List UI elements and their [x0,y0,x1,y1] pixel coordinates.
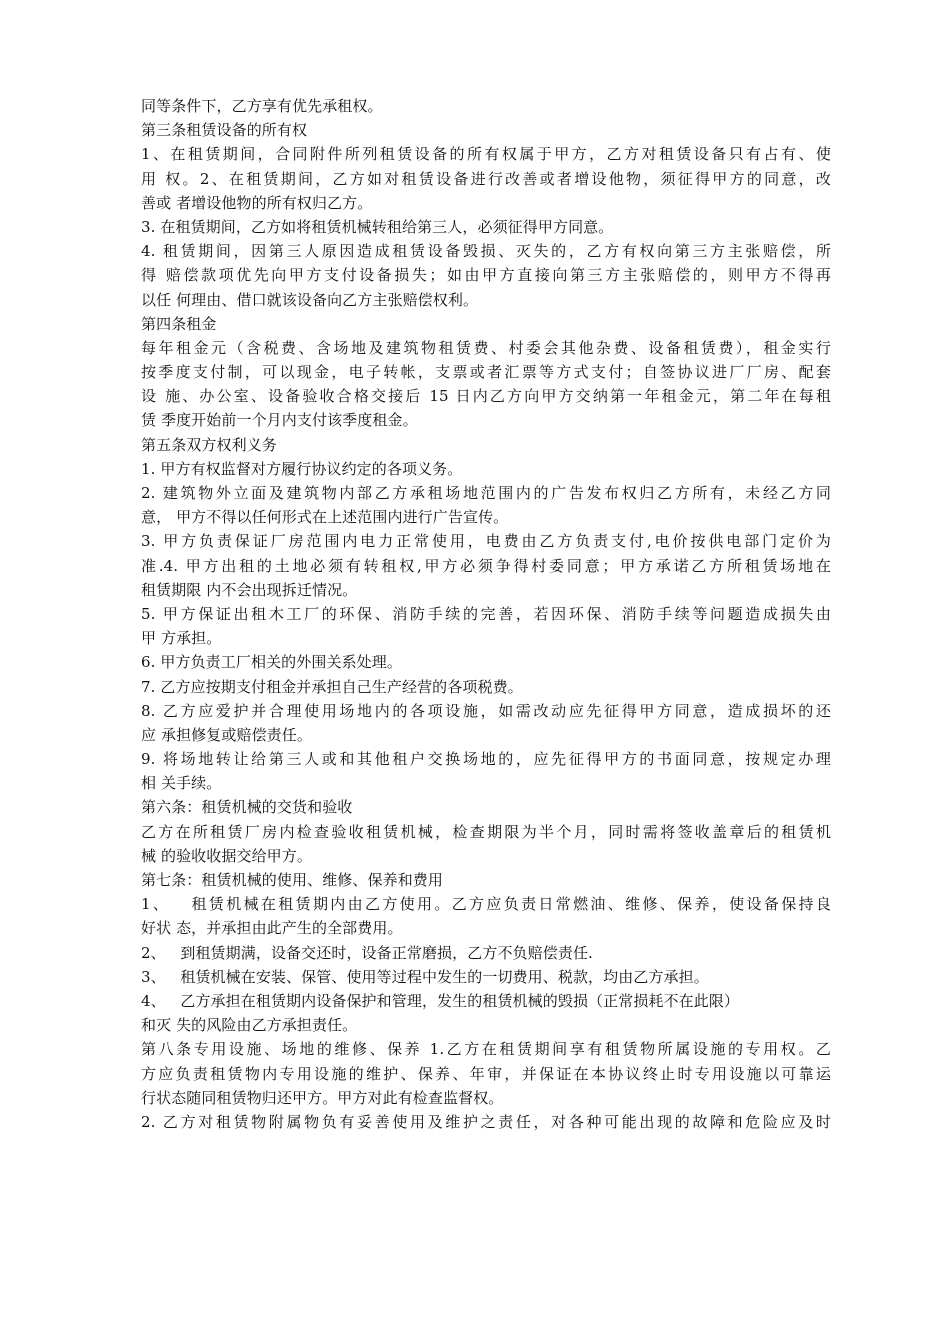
text-line: 好状 态，并承担由此产生的全部费用。 [141,919,403,938]
text-line: 第七条：租赁机械的使用、维修、保养和费用 [141,871,444,889]
text-line: 3、 租赁机械在安装、保管、使用等过程中发生的一切费用、税款，均由乙方承担。 [141,967,709,986]
text-line: 第五条双方权利义务 [141,435,277,454]
text-line: 乙方在所租赁厂房内检查验收租赁机械，检查期限为半个月，同时需将签收盖章后的租赁机 [141,822,831,841]
text-line: 应 承担修复或赔偿责任。 [141,725,312,744]
text-line: 方应负责租赁物内专用设施的维护、保养、年审，并保证在本协议终止时专用设施以可靠运 [141,1064,831,1083]
text-line: 行状态随同租赁物归还甲方。甲方对此有检查监督权。 [141,1088,504,1107]
text-line: 械 的验收收据交给甲方。 [141,846,312,865]
text-line: 相 关手续。 [141,774,222,793]
text-line: 6. 甲方负责工厂相关的外围关系处理。 [141,653,402,672]
text-line: 赁 季度开始前一个月内支付该季度租金。 [141,411,418,430]
text-line: 甲 方承担。 [141,629,222,648]
text-line: 租赁期限 内不会出现拆迁情况。 [141,580,358,599]
text-line: 善或 者增设他物的所有权归乙方。 [141,193,373,212]
text-line: 3. 在租赁期间，乙方如将租赁机械转租给第三人，必须征得甲方同意。 [141,217,614,236]
text-line: 第八条专用设施、场地的维修、保养 1.乙方在租赁期间享有租赁物所属设施的专用权。乙 [141,1040,831,1059]
text-line: 第三条租赁设备的所有权 [141,121,308,140]
text-line: 3. 甲方负责保证厂房范围内电力正常使用，电费由乙方负责支付,电价按供电部门定价为 [141,532,831,551]
text-line: 2. 乙方对租赁物附属物负有妥善使用及维护之责任，对各种可能出现的故障和危险应及时 [141,1112,831,1131]
text-line: 8. 乙方应爱护并合理使用场地内的各项设施，如需改动应先征得甲方同意，造成损坏的还 [141,701,831,720]
text-line: 以任 何理由、借口就该设备向乙方主张赔偿权利。 [141,290,479,309]
text-line: 每年租金元（含税费、含场地及建筑物租赁费、村委会其他杂费、设备租赁费），租金实行 [141,338,831,357]
text-line: 和灭 失的风险由乙方承担责任。 [141,1016,358,1035]
text-line: 4、 乙方承担在租赁期内设备保护和管理，发生的租赁机械的毁损（正常损耗不在此限） [141,991,740,1010]
text-line: 1. 甲方有权监督对方履行协议约定的各项义务。 [141,459,463,478]
text-line: 第六条：租赁机械的交货和验收 [141,798,353,817]
text-line: 2、 到租赁期满，设备交还时，设备正常磨损，乙方不负赔偿责任. [141,943,593,962]
text-line: 1、在租赁期间，合同附件所列租赁设备的所有权属于甲方，乙方对租赁设备只有占有、使 [141,145,831,164]
text-line: 意， 甲方不得以任何形式在上述范围内进行广告宣传。 [141,508,509,527]
text-line: 4. 租赁期间，因第三人原因造成租赁设备毁损、灭失的，乙方有权向第三方主张赔偿，所 [141,242,831,261]
text-line: 得 赔偿款项优先向甲方支付设备损失；如由甲方直接向第三方主张赔偿的，则甲方不得再 [141,266,831,285]
document-page [141,94,831,1134]
text-line: 5. 甲方保证出租木工厂的环保、消防手续的完善，若因环保、消防手续等问题造成损失由 [141,604,831,623]
text-line: 按季度支付制，可以现金，电子转帐，支票或者汇票等方式支付；自签协议进厂厂房、配套 [141,363,831,382]
text-line: 设 施、办公室、设备验收合格交接后 15 日内乙方向甲方交纳第一年租金元，第二年在每租 [141,387,831,406]
text-line: 1、 租赁机械在租赁期内由乙方使用。乙方应负责日常燃油、维修、保养，使设备保持良 [141,895,831,914]
text-line: 准.4. 甲方出租的土地必须有转租权,甲方必须争得村委同意；甲方承诺乙方所租赁场地在 [141,556,831,575]
text-line: 用 权。2、在租赁期间，乙方如对租赁设备进行改善或者增设他物，须征得甲方的同意，改 [141,169,831,188]
text-line: 同等条件下，乙方享有优先承租权。 [141,97,383,115]
text-line: 第四条租金 [141,314,217,333]
text-line: 9. 将场地转让给第三人或和其他租户交换场地的，应先征得甲方的书面同意，按规定办理 [141,750,831,769]
text-line: 2. 建筑物外立面及建筑物内部乙方承租场地范围内的广告发布权归乙方所有，未经乙方同 [141,484,831,502]
text-line: 7. 乙方应按期支付租金并承担自己生产经营的各项税费。 [141,677,523,696]
